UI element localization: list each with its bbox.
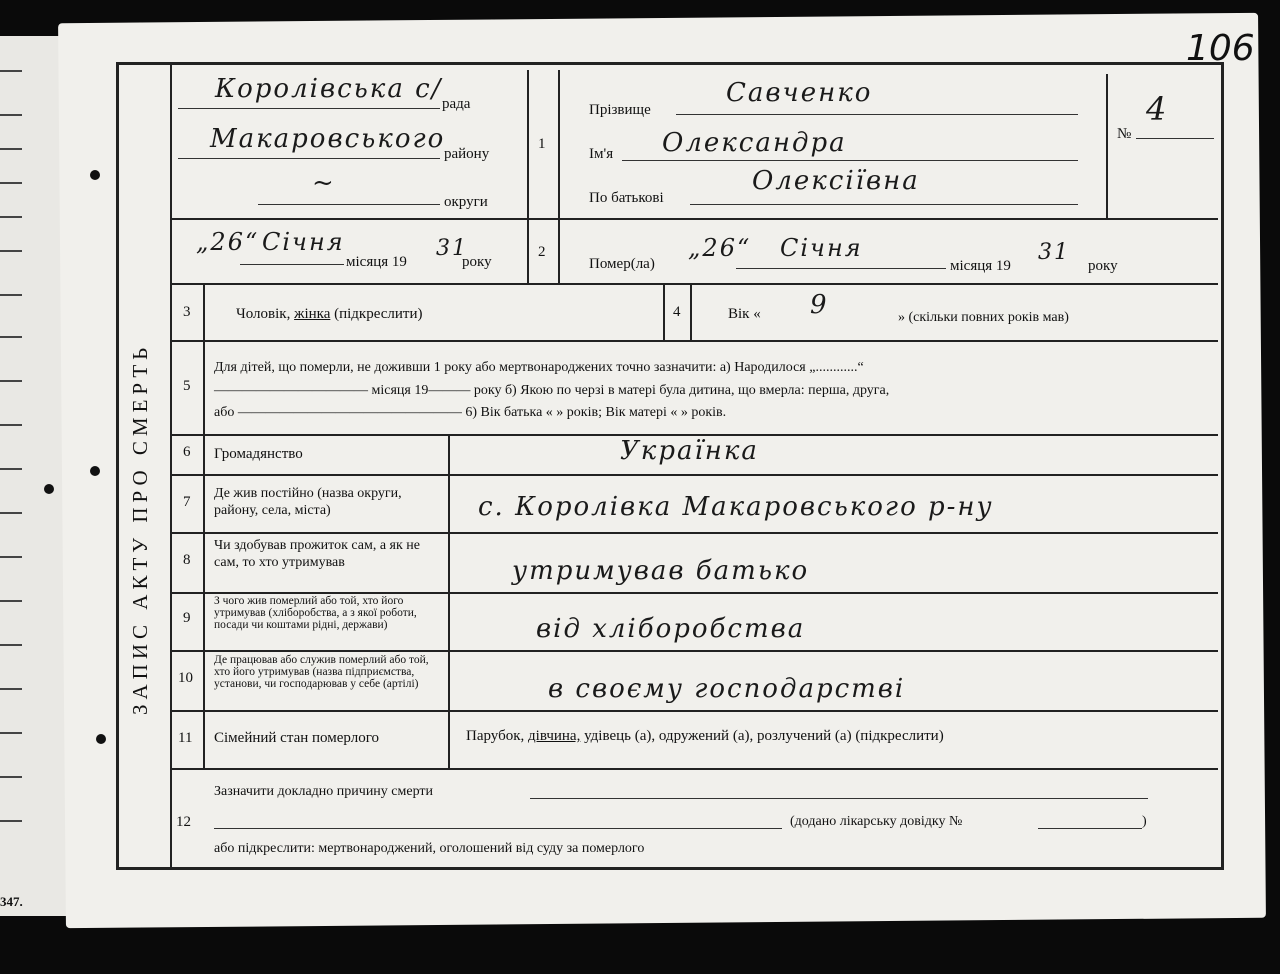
row-number: 4 xyxy=(673,304,681,320)
binding-hole xyxy=(44,484,54,494)
row-number: 2 xyxy=(538,244,546,260)
death-day-handwritten: „26“ xyxy=(688,234,752,262)
rada-label: рада xyxy=(442,96,471,112)
okruhy-handwritten: ~ xyxy=(312,168,336,198)
underline xyxy=(258,204,440,205)
income-source-handwritten: від хліборобства xyxy=(536,614,806,644)
ruled-line xyxy=(0,512,22,514)
divider xyxy=(172,650,1218,652)
sex-instruction: (підкреслити) xyxy=(330,306,423,322)
ruled-line xyxy=(0,688,22,690)
livelihood-handwritten: утримував батько xyxy=(512,556,810,586)
divider xyxy=(1106,218,1218,220)
registration-year-label: року xyxy=(462,254,492,270)
side-title-divider xyxy=(170,62,172,870)
ruled-line xyxy=(0,424,22,426)
ruled-line xyxy=(0,114,22,116)
infant-line-3: або ———————————————— 6) Вік батька « » років; Вік матері « » років. xyxy=(214,405,727,420)
divider xyxy=(527,70,529,284)
registration-year-handwritten: 31 xyxy=(436,236,468,261)
ruled-line xyxy=(0,776,22,778)
left-page-edge xyxy=(0,36,66,916)
ruled-line xyxy=(0,380,22,382)
underline xyxy=(240,264,344,265)
citizenship-label: Громадянство xyxy=(214,446,303,462)
income-source-label: З чого жив померлий або той, хто його утримував (хліборобства, а з якої роботи, посади чи коштами рідні, держави) xyxy=(214,595,417,631)
divider xyxy=(690,285,692,341)
ruled-line xyxy=(0,732,22,734)
infant-line-2: ——————————— місяця 19——— року б) Якою по черзі в матері була дитина, що вмерла: перша, друга, xyxy=(214,383,890,398)
sex-field xyxy=(236,306,423,323)
registration-month-label: місяця 19 xyxy=(346,254,407,270)
registration-day-handwritten: „26“ xyxy=(196,228,260,256)
row-number: 6 xyxy=(183,444,191,460)
ruled-line xyxy=(0,336,22,338)
row-number: 12 xyxy=(176,814,191,830)
divider xyxy=(663,285,665,341)
residence-label: Де жив постійно (назва округи, району, села, міста) xyxy=(214,486,402,518)
row-number: 3 xyxy=(183,304,191,320)
underline xyxy=(530,798,1148,799)
medical-certificate-label: (додано лікарську довідку № xyxy=(790,814,963,829)
death-label: Помер(ла) xyxy=(589,256,655,272)
divider xyxy=(172,532,1218,534)
row-number: 10 xyxy=(178,670,193,686)
death-month-label: місяця 19 xyxy=(950,258,1011,274)
surname-label: Прізвище xyxy=(589,102,651,118)
divider xyxy=(172,710,1218,712)
divider xyxy=(172,592,1218,594)
citizenship-handwritten: Українка xyxy=(620,436,759,466)
workplace-handwritten: в своєму господарстві xyxy=(548,674,906,704)
divider xyxy=(172,340,1218,342)
underline xyxy=(1038,828,1142,829)
row-number: 9 xyxy=(183,610,191,626)
record-number-handwritten: 4 xyxy=(1146,90,1169,128)
residence-handwritten: с. Королівка Макаровського р-ну xyxy=(478,492,994,522)
ruled-line xyxy=(0,294,22,296)
name-label: Ім'я xyxy=(589,146,614,162)
age-label: Вік « xyxy=(728,306,761,322)
ruled-line xyxy=(0,182,22,184)
ruled-line xyxy=(0,70,22,72)
ruled-line xyxy=(0,600,22,602)
underline xyxy=(676,114,1078,115)
row-number: 11 xyxy=(178,730,193,746)
form-frame xyxy=(116,62,1224,870)
ruled-line xyxy=(0,556,22,558)
death-year-label: року xyxy=(1088,258,1118,274)
binding-hole xyxy=(96,734,106,744)
underline xyxy=(622,160,1078,161)
cause-of-death-label: Зазначити докладно причину смерти xyxy=(214,784,434,799)
stillborn-note: або підкреслити: мертвонароджений, оголошений від суду за померлого xyxy=(214,841,645,856)
row-number: 7 xyxy=(183,494,191,510)
underline xyxy=(214,828,782,829)
sex-option-female-underlined: жінка xyxy=(294,306,331,322)
surname-handwritten: Савченко xyxy=(726,78,873,108)
medical-certificate-close: ) xyxy=(1142,814,1147,829)
marital-options-rest: удівець (а), одружений (а), розлучений (а) (підкреслити) xyxy=(580,728,944,744)
underline xyxy=(1136,138,1214,139)
marital-option-bachelor: Парубок, xyxy=(466,728,529,744)
row-number: 5 xyxy=(183,378,191,394)
sex-option-male: Чоловік, xyxy=(236,306,295,322)
ruled-line xyxy=(0,250,22,252)
livelihood-label: Чи здобував прожиток сам, а як не сам, то хто утримував xyxy=(214,538,420,570)
ruled-line xyxy=(0,644,22,646)
ruled-line xyxy=(0,216,22,218)
rayon-label: району xyxy=(444,146,490,162)
ruled-line xyxy=(0,820,22,822)
row-number: 8 xyxy=(183,552,191,568)
age-handwritten: 9 xyxy=(810,290,829,320)
divider xyxy=(172,768,1218,770)
marital-status-label: Сімейний стан померлого xyxy=(214,730,379,746)
left-page-number: 347. xyxy=(0,894,23,909)
underline xyxy=(736,268,946,269)
age-suffix: » (скільки повних років мав) xyxy=(898,310,1069,325)
marital-status-field xyxy=(466,728,944,745)
binding-hole xyxy=(90,466,100,476)
divider xyxy=(203,285,205,769)
divider xyxy=(448,434,450,769)
divider xyxy=(1106,74,1108,220)
infant-line-1: Для дітей, що померли, не доживши 1 року або мертвонароджених точно зазначити: а) Народилося „............“ xyxy=(214,360,864,375)
okruhy-label: округи xyxy=(444,194,488,210)
workplace-label: Де працював або служив померлий або той, хто його утримував (назва підприємства, установи, чи господарював у себе (артілі) xyxy=(214,654,429,690)
divider xyxy=(558,70,560,284)
marital-option-girl-underlined: дівчина, xyxy=(528,728,581,744)
record-number-label: № xyxy=(1117,126,1132,142)
form-side-title: ЗАПИС АКТУ ПРО СМЕРТЬ xyxy=(128,342,152,715)
rada-handwritten: Королівська с/ xyxy=(215,74,443,104)
divider xyxy=(172,283,1218,285)
patronymic-handwritten: Олексіївна xyxy=(752,166,920,196)
ruled-line xyxy=(0,468,22,470)
rayon-handwritten: Макаровського xyxy=(210,124,446,154)
divider xyxy=(172,474,1218,476)
divider xyxy=(172,218,527,220)
patronymic-label: По батькові xyxy=(589,190,664,206)
death-month-handwritten: Січня xyxy=(780,234,863,262)
death-year-handwritten: 31 xyxy=(1038,240,1070,265)
divider xyxy=(527,218,1106,220)
name-handwritten: Олександра xyxy=(662,128,847,158)
ruled-line xyxy=(0,148,22,150)
underline xyxy=(690,204,1078,205)
page-number: 106 xyxy=(1186,28,1255,69)
row-number: 1 xyxy=(538,136,546,152)
registration-month-handwritten: Січня xyxy=(262,228,345,256)
underline xyxy=(178,108,440,109)
underline xyxy=(178,158,440,159)
binding-hole xyxy=(90,170,100,180)
